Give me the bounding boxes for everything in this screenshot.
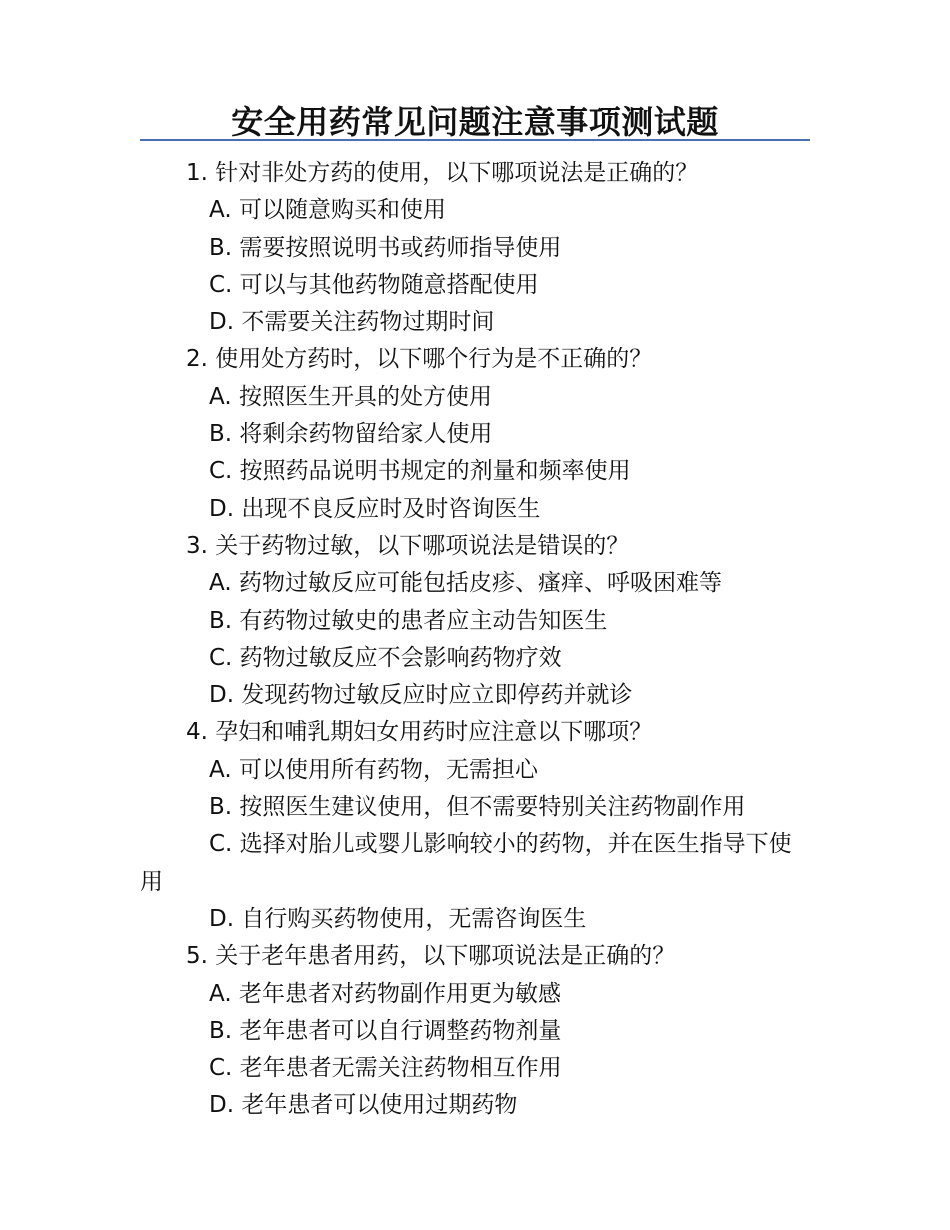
quiz-body bbox=[140, 155, 820, 1125]
question-4-option-a: A. 可以使用所有药物，无需担心 bbox=[209, 756, 538, 783]
question-4-option-c: C. 选择对胎儿或婴儿影响较小的药物，并在医生指导下使用 bbox=[140, 831, 792, 895]
question-1-option-d: D. 不需要关注药物过期时间 bbox=[209, 309, 495, 336]
question-2-option-d: D. 出现不良反应时及时咨询医生 bbox=[209, 495, 541, 522]
question-3-option-d: D. 发现药物过敏反应时应立即停药并就诊 bbox=[209, 682, 633, 709]
question-3: 3. 关于药物过敏，以下哪项说法是错误的？ bbox=[186, 532, 630, 559]
question-5-option-b: B. 老年患者可以自行调整药物剂量 bbox=[209, 1017, 562, 1044]
question-3-option-b: B. 有药物过敏史的患者应主动告知医生 bbox=[209, 607, 608, 634]
question-1-option-a: A. 可以随意购买和使用 bbox=[209, 197, 446, 224]
question-5-option-c: C. 老年患者无需关注药物相互作用 bbox=[209, 1055, 562, 1082]
question-3-option-c: C. 药物过敏反应不会影响药物疗效 bbox=[209, 644, 562, 671]
question-5-option-a: A. 老年患者对药物副作用更为敏感 bbox=[209, 980, 561, 1007]
question-3-option-a: A. 药物过敏反应可能包括皮疹、瘙痒、呼吸困难等 bbox=[209, 570, 722, 597]
question-2-option-a: A. 按照医生开具的处方使用 bbox=[209, 383, 492, 410]
question-4-option-b: B. 按照医生建议使用，但不需要特别关注药物副作用 bbox=[209, 794, 746, 821]
question-2-option-c: C. 按照药品说明书规定的剂量和频率使用 bbox=[209, 458, 631, 485]
question-5: 5. 关于老年患者用药，以下哪项说法是正确的？ bbox=[186, 943, 676, 970]
question-2: 2. 使用处方药时，以下哪个行为是不正确的？ bbox=[186, 346, 653, 373]
question-4: 4. 孕妇和哺乳期妇女用药时应注意以下哪项？ bbox=[186, 719, 653, 746]
question-5-option-d: D. 老年患者可以使用过期药物 bbox=[209, 1092, 518, 1119]
question-2-option-b: B. 将剩余药物留给家人使用 bbox=[209, 421, 493, 448]
question-1-option-b: B. 需要按照说明书或药师指导使用 bbox=[209, 234, 562, 261]
document-title: 安全用药常见问题注意事项测试题 bbox=[231, 103, 719, 141]
question-1-option-c: C. 可以与其他药物随意搭配使用 bbox=[209, 271, 539, 298]
question-1: 1. 针对非处方药的使用，以下哪项说法是正确的？ bbox=[186, 160, 699, 186]
title-underline bbox=[140, 139, 810, 141]
question-4-option-d: D. 自行购买药物使用，无需咨询医生 bbox=[209, 905, 587, 932]
